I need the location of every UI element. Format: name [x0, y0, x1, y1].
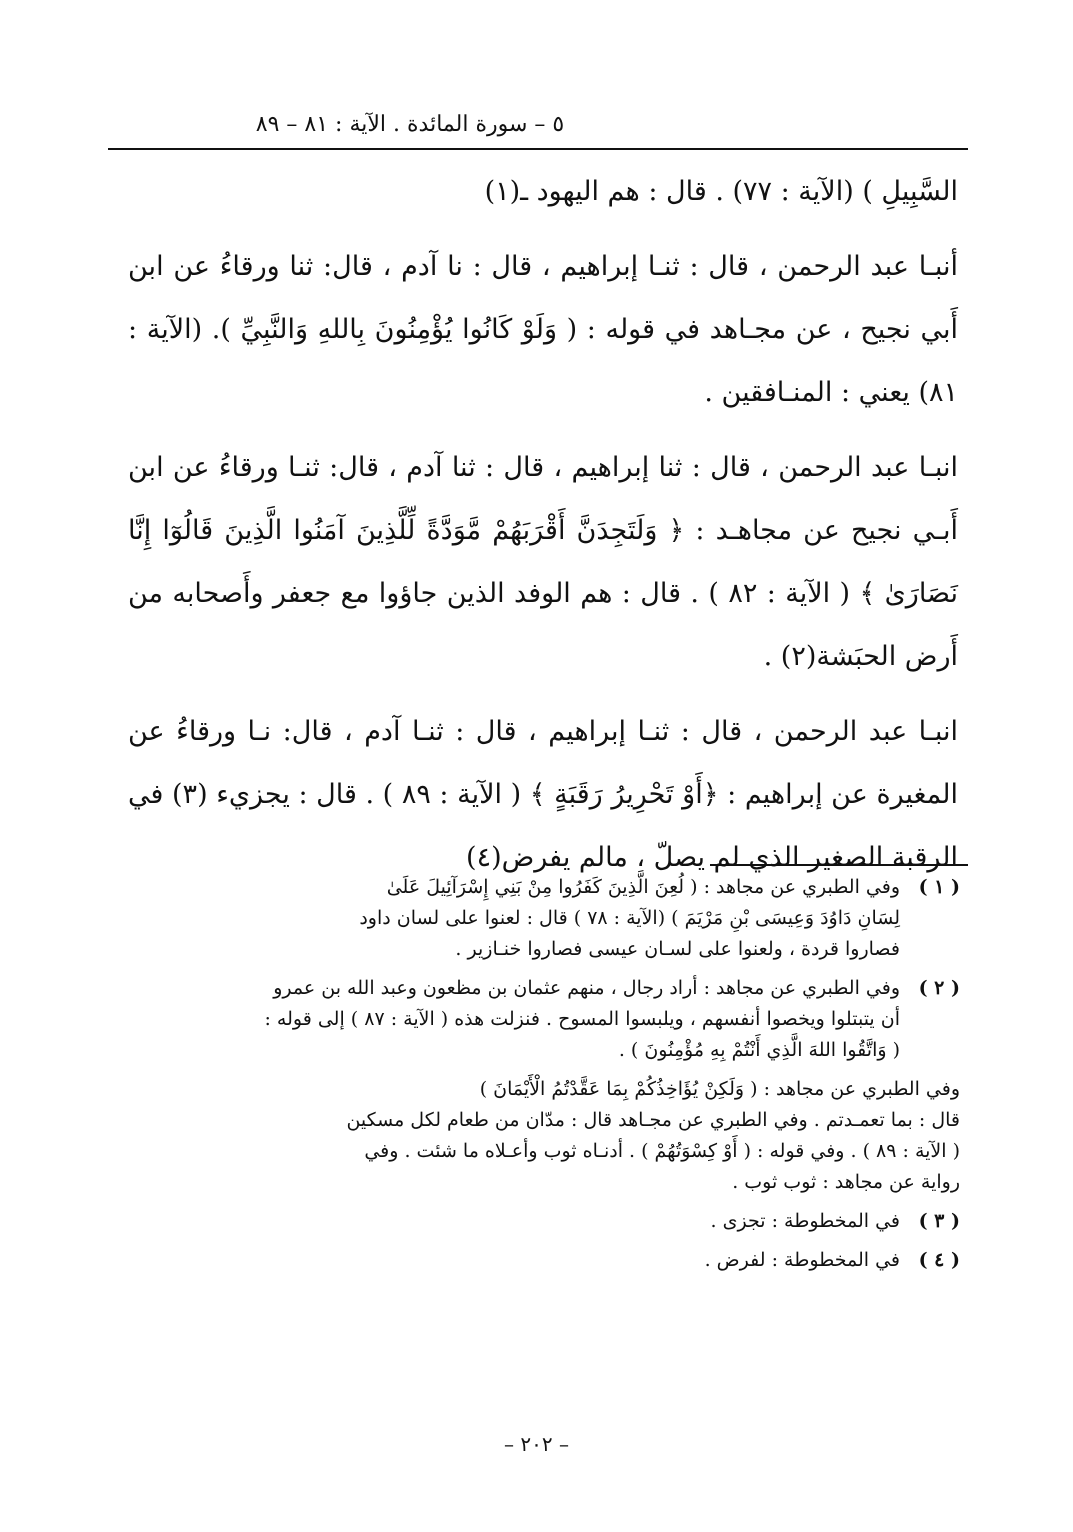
- footnote-2: [128, 973, 960, 1066]
- footnote-line: وفي الطبري عن مجاهد : أراد رجال ، منهم عثمان بن مظعون وعبد الله بن عمرو: [273, 977, 900, 999]
- paragraph-hadith-3: انبـا عبد الرحمن ، قال : ثنـا إبراهيم ، قال : ثنـا آدم ، قال: نـا ورقاءُ عن المغيرة عن إبراهيم : ﴿أَوْ تَحْرِيرُ رَقَبَةٍ ﴾ ( الآية : ٨٩ ) . قال : يجزيء (٣) في الرقبة الصغير الذي لم يصلّ ، مالم يفرض(٤): [128, 716, 958, 873]
- footnote-line: ( الآية : ٨٩ ) . وفي قوله : ( أَوْ كِسْوَتُهُمْ ) . أدنـاه ثوب وأعـلاه ما شئت . وفي: [364, 1140, 960, 1162]
- footnote-line: قال : بما تعمـدتم . وفي الطبري عن مجـاهد قال : مدّان من طعام لكل مسكين: [346, 1109, 960, 1131]
- footnote-text: في المخطوطة : تجزى .: [710, 1210, 900, 1232]
- running-head: ٥ – سورة المائدة . الآية : ٨١ – ٨٩: [255, 112, 565, 137]
- footnote-number: ( ٣ ): [918, 1210, 960, 1232]
- paragraph-hadith-2: انبـا عبد الرحمن ، قال : ثنا إبراهيم ، قال : ثنا آدم ، قال: ثنـا ورقاءُ عن ابن أَبـي نجيح عن مجاهـد : ﴿ وَلَتَجِدَنَّ أَقْرَبَهُمْ مَّوَدَّةً لِّلَّذِينَ آمَنُوا الَّذِينَ قَالُوٓا إِنَّا نَصَارَىٰ ﴾ ( الآية : ٨٢ ) . قال : هم الوفد الذين جاؤوا مع جعفر وأَصحابه من أَرض الحبَشة(٢) .: [128, 452, 958, 672]
- footnotes: [128, 872, 960, 1284]
- footnote-3: [128, 1206, 960, 1237]
- footnote-2-continuation: [128, 1074, 960, 1198]
- footnote-text: في المخطوطة : لفرض .: [704, 1249, 900, 1271]
- footnote-text: [128, 872, 900, 965]
- footnote-number: ( ١ ): [918, 876, 960, 898]
- main-text: [128, 160, 958, 889]
- footnote-line: وفي الطبري عن مجاهد : ( لُعِنَ الَّذِينَ كَفَرُوا مِنْ بَنِي إِسْرَآئِيلَ عَلَىٰ: [386, 876, 900, 898]
- paragraph-continuation: السَّبِيلِ ) (الآية : ٧٧) . قال : هم اليهود ـ(١): [484, 176, 958, 207]
- footnote-number: ( ٢ ): [918, 977, 960, 999]
- footnote-line: ( وَاتَّقُوا اللهَ الَّذِي أَنْتُمْ بِهِ مُؤْمِنُونَ ) .: [618, 1039, 900, 1061]
- footnote-text: [128, 973, 900, 1066]
- footnote-number: ( ٤ ): [918, 1249, 960, 1271]
- footnote-line: أن يتبتلوا ويخصوا أنفسهم ، ويلبسوا المسوح . فنزلت هذه ( الآية : ٨٧ ) إلى قوله :: [264, 1008, 900, 1030]
- footnote-line: لِسَانِ دَاوُدَ وَعِيسَى بْنِ مَرْيَمَ ) (الآية : ٧٨ ) قال : لعنوا على لسان داود: [359, 907, 900, 929]
- footnote-line: رواية عن مجاهد : ثوب ثوب .: [732, 1171, 960, 1193]
- page-number: – ٢٠٢ –: [504, 1432, 569, 1456]
- footnote-line: وفي الطبري عن مجاهد : ( وَلَكِنْ يُؤَاخِذُكُمْ بِمَا عَقَّدْتُمُ الْأَيْمَانَ ): [479, 1078, 960, 1100]
- footnote-rule: [710, 864, 968, 866]
- footnote-4: [128, 1245, 960, 1276]
- paragraph-hadith-1: أنبـا عبد الرحمن ، قال : ثنـا إبراهيم ، قال : نا آدم ، قال: ثنا ورقاءُ عن ابن أَبي نجيح ، عن مجـاهد في قوله : ( وَلَوْ كَانُوا يُؤْمِنُونَ بِاللهِ وَالنَّبِيِّ ). (الآية : ٨١) يعني : المنـافقين .: [128, 251, 958, 408]
- header-rule: [108, 148, 968, 150]
- footnote-line: فصاروا قردة ، ولعنوا على لسـان عيسى فصاروا خنـازير .: [455, 938, 900, 960]
- footnote-1: [128, 872, 960, 965]
